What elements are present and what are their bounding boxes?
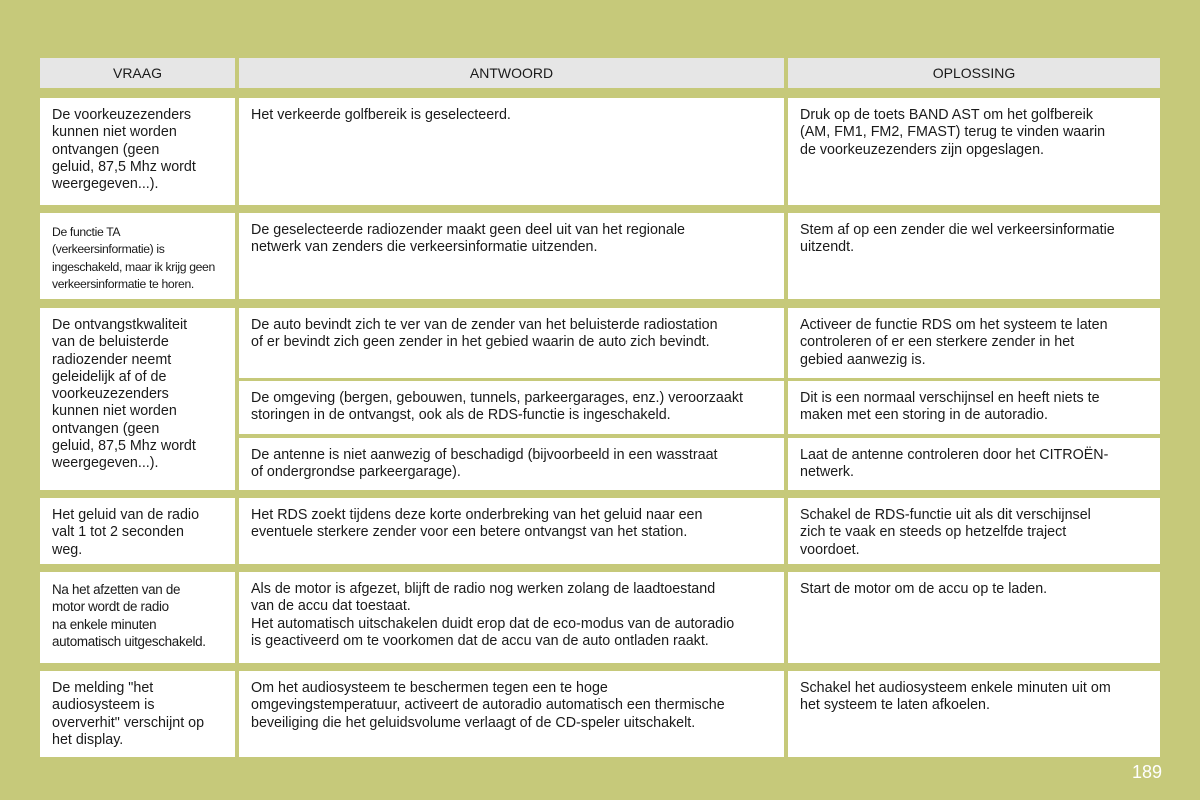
row-3a-oplossing: Activeer de functie RDS om het systeem te laten controleren of er een sterkere zender in het gebied aanwezig is. bbox=[788, 308, 1160, 378]
row-6-oplossing: Schakel het audiosysteem enkele minuten uit om het systeem te laten afkoelen. bbox=[788, 671, 1160, 757]
row-2-vraag: De functie TA (verkeersinformatie) is ingeschakeld, maar ik krijg geen verkeersinformatie te horen. bbox=[40, 213, 235, 299]
row-5-vraag: Na het afzetten van de motor wordt de radio na enkele minuten automatisch uitgeschakeld. bbox=[40, 572, 235, 663]
row-1-oplossing: Druk op de toets BAND AST om het golfbereik (AM, FM1, FM2, FMAST) terug te vinden waarin de voorkeuzezenders zijn opgeslagen. bbox=[788, 98, 1160, 205]
row-6-vraag: De melding "het audiosysteem is oververhit" verschijnt op het display. bbox=[40, 671, 235, 757]
row-1-antwoord: Het verkeerde golfbereik is geselecteerd. bbox=[239, 98, 784, 205]
row-3c-oplossing: Laat de antenne controleren door het CITROËN- netwerk. bbox=[788, 438, 1160, 490]
header-oplossing: OPLOSSING bbox=[788, 58, 1160, 88]
header-vraag: VRAAG bbox=[40, 58, 235, 88]
row-3b-oplossing: Dit is een normaal verschijnsel en heeft niets te maken met een storing in de autoradio. bbox=[788, 381, 1160, 434]
row-3b-antwoord: De omgeving (bergen, gebouwen, tunnels, parkeergarages, enz.) veroorzaakt storingen in de ontvangst, ook als de RDS-functie is ingeschakeld. bbox=[239, 381, 784, 434]
row-1-vraag: De voorkeuzezenders kunnen niet worden ontvangen (geen geluid, 87,5 Mhz wordt weergegeven...). bbox=[40, 98, 235, 205]
row-3a-antwoord: De auto bevindt zich te ver van de zender van het beluisterde radiostation of er bevindt zich geen zender in het gebied waarin de auto zich bevindt. bbox=[239, 308, 784, 378]
row-5-antwoord: Als de motor is afgezet, blijft de radio nog werken zolang de laadtoestand van de accu dat toestaat. Het automatisch uitschakelen duidt erop dat de eco-modus van de autoradio is geactiveerd om te voorkomen dat de accu van de auto ontladen raakt. bbox=[239, 572, 784, 663]
row-4-antwoord: Het RDS zoekt tijdens deze korte onderbreking van het geluid naar een eventuele sterkere zender voor een betere ontvangst van het station. bbox=[239, 498, 784, 564]
row-5-oplossing: Start de motor om de accu op te laden. bbox=[788, 572, 1160, 663]
page-number: 189 bbox=[1131, 762, 1162, 782]
row-2-antwoord: De geselecteerde radiozender maakt geen deel uit van het regionale netwerk van zenders die verkeersinformatie uitzenden. bbox=[239, 213, 784, 299]
header-antwoord: ANTWOORD bbox=[239, 58, 784, 88]
row-4-vraag: Het geluid van de radio valt 1 tot 2 seconden weg. bbox=[40, 498, 235, 564]
row-6-antwoord: Om het audiosysteem te beschermen tegen een te hoge omgevingstemperatuur, activeert de autoradio automatisch een thermische beveiliging die het geluidsvolume verlaagt of de CD-speler uitschakelt. bbox=[239, 671, 784, 757]
row-3-vraag: De ontvangstkwaliteit van de beluisterde radiozender neemt geleidelijk af of de voorkeuzezenders kunnen niet worden ontvangen (geen geluid, 87,5 Mhz wordt weergegeven...). bbox=[40, 308, 235, 490]
row-2-oplossing: Stem af op een zender die wel verkeersinformatie uitzendt. bbox=[788, 213, 1160, 299]
row-4-oplossing: Schakel de RDS-functie uit als dit verschijnsel zich te vaak en steeds op hetzelfde traject voordoet. bbox=[788, 498, 1160, 564]
row-3c-antwoord: De antenne is niet aanwezig of beschadigd (bijvoorbeeld in een wasstraat of ondergrondse parkeergarage). bbox=[239, 438, 784, 490]
